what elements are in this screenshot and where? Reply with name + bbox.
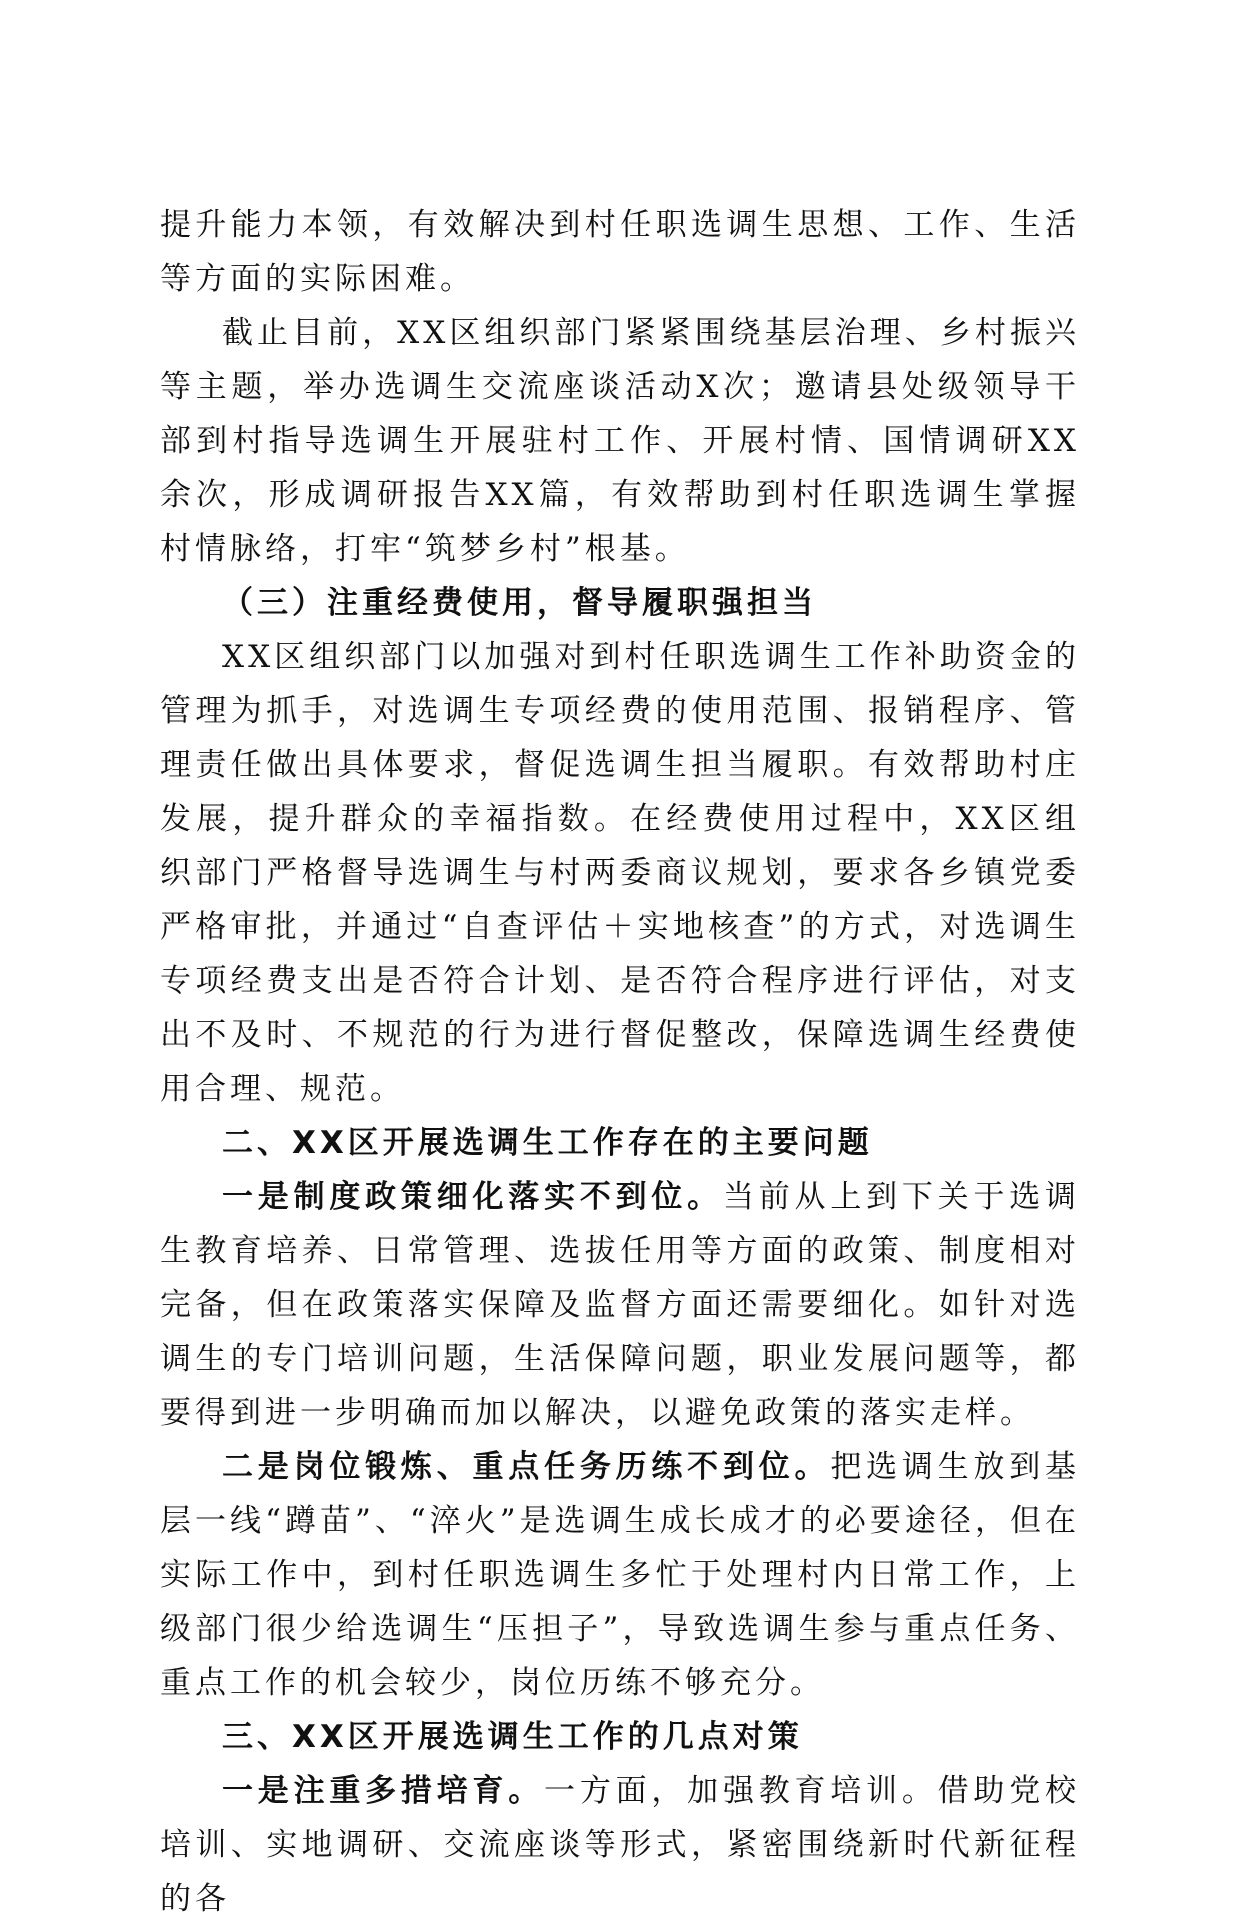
paragraph-text: 当前从上到下关于选调生教育培养、日常管理、选拔任用等方面的政策、制度相对完备，但在政策落实保障及监督方面还需要细化。如针对选调生的专门培训问题，生活保障问题，职业发展问题等，都要得到进一步明确而加以解决，以避免政策的落实走样。 xyxy=(160,1179,1081,1431)
paragraph-text: 把选调生放到基层一线“蹲苗”、“淬火”是选调生成长成才的必要途径，但在实际工作中，到村任职选调生多忙于处理村内日常工作，上级部门很少给选调生“压担子”，导致选调生参与重点任务、重点工作的机会较少，岗位历练不够充分。 xyxy=(160,1449,1081,1701)
paragraph-problem-two xyxy=(160,1440,1080,1710)
section-heading-main-problems: 二、XX区开展选调生工作存在的主要问题 xyxy=(222,1125,873,1161)
paragraph-funding-management: XX区组织部门以加强对到村任职选调生工作补助资金的管理为抓手，对选调生专项经费的使用范围、报销程序、管理责任做出具体要求，督促选调生担当履职。有效帮助村庄发展，提升群众的幸福指数。在经费使用过程中，XX区组织部门严格督导选调生与村两委商议规划，要求各乡镇党委严格审批，并通过“自查评估＋实地核查”的方式，对选调生专项经费支出是否符合计划、是否符合程序进行评估，对支出不及时、不规范的行为进行督促整改，保障选调生经费使用合理、规范。 xyxy=(160,639,1080,1107)
paragraph-continuation: 提升能力本领，有效解决到村任职选调生思想、工作、生活等方面的实际困难。 xyxy=(160,207,1080,297)
lead-phrase: 一是制度政策细化落实不到位。 xyxy=(222,1179,723,1215)
paragraph-text: 一方面，加强教育培训。借助党校培训、实地调研、交流座谈等形式，紧密围绕新时代新征程的各 xyxy=(160,1773,1081,1917)
paragraph-problem-one xyxy=(160,1170,1080,1440)
lead-phrase: 二是岗位锻炼、重点任务历练不到位。 xyxy=(222,1449,831,1485)
paragraph-activities-summary: 截止目前，XX区组织部门紧紧围绕基层治理、乡村振兴等主题，举办选调生交流座谈活动X次；邀请县处级领导干部到村指导选调生开展驻村工作、开展村情、国情调研XX余次，形成调研报告XX篇，有效帮助到村任职选调生掌握村情脉络，打牢“筑梦乡村”根基。 xyxy=(160,315,1080,567)
document-body xyxy=(160,198,1080,1926)
lead-phrase: 一是注重多措培育。 xyxy=(222,1773,545,1809)
section-heading-countermeasures: 三、XX区开展选调生工作的几点对策 xyxy=(222,1719,803,1755)
paragraph-countermeasure-one xyxy=(160,1764,1080,1926)
subheading-funding-use: （三）注重经费使用，督导履职强担当 xyxy=(222,585,817,621)
